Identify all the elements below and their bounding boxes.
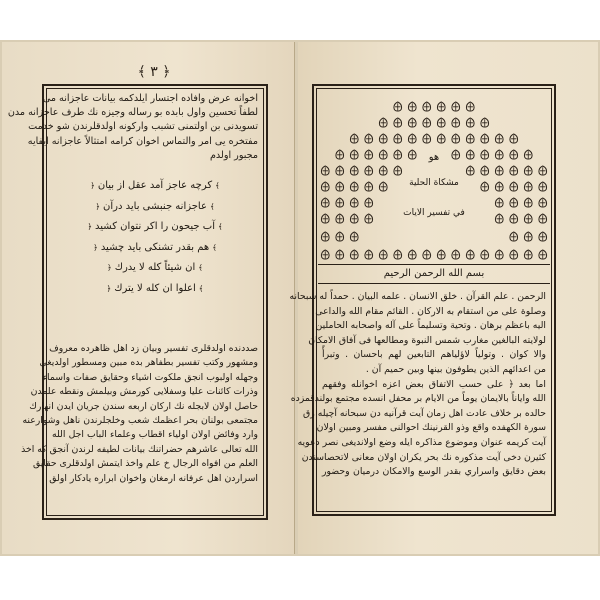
top-margin: [0, 0, 600, 40]
text-line: اما بعد ﴿ على حسب الاتفاق بعض اعزه اخوانله وفقهم: [322, 378, 546, 390]
text-line: سورة الكهفده واقع وذو القرنينك احوالنى مفسر ومبين اولان: [316, 422, 546, 434]
right-prose: [289, 290, 546, 480]
text-line: الرحمن . علم القرآن . خلق الانسان . علمه البيان . حمداً له سبحانه: [289, 291, 546, 302]
headpiece-line-3: في تفسير الايات: [403, 208, 465, 218]
text-line: من اعدائهم الذين يطوفون بينها وبين حميم آن .: [365, 363, 546, 375]
verse-text: كرچه عاجز آمد عقل از بيان: [97, 180, 213, 191]
text-line: حالده بر خلاف عادت اهل زمان آيت قرآنيه دن سبحانه آچيله رق: [303, 407, 546, 419]
bottom-margin: [0, 556, 600, 600]
text-line: اسراردن اهل عرفانه ارمغان واخوان ابراره يادكار اولق: [49, 472, 258, 484]
text-line: لطفاً تحسين واول بابده بو رساله وجيزه نك طرف عاجزانه مدن: [7, 107, 258, 119]
headpiece-line-1: هو: [428, 152, 440, 163]
text-line: وارد وفائض اولان اولياء اقطاب وعلماء الباب اجل الله: [52, 429, 258, 441]
text-line: حاصل اولان لابجله نك اركان اربعه سندن جريان ايدن انهارك: [29, 400, 258, 412]
verse-line: ﴾عاجزانه جنبشى بايد درآن﴿: [95, 200, 215, 212]
text-line: مجتمعى بولنان بحر اعظمك شعب وخلجلرندن ناهل وشوارعنه: [22, 415, 258, 427]
text-line: الله واياناً بالايمان يوماً من الايام بر محفل انسده مجتمع بولندقمزده: [290, 393, 546, 405]
verse-text: آب جيحون را اكر نتوان كشيد: [95, 221, 215, 233]
open-book: [0, 40, 600, 556]
left-page: [2, 42, 295, 554]
basmala: بسم الله الرحمن الرحيم: [383, 268, 485, 279]
text-line: بعض دقايق واسراري بقدر الوسع والامكان درميان وحضور: [322, 466, 546, 478]
text-line: العلم من افواه الرجال خ علم واخذ ايتمش اولدقلرى حقايق: [32, 458, 258, 470]
verse-line: ﴾آب جيحون را اكر نتوان كشيد﴿: [87, 221, 223, 233]
text-line: والا كوان . وتولياً لاؤلياهم التابعين لهم باحسان . وتبرأً: [322, 349, 546, 361]
left-prose-bottom: [21, 342, 258, 486]
text-line: آيت كريمه عنوان وموضوع مذاكره ايله وضع اولانديغى نصر دعويه: [297, 436, 546, 448]
text-line: تسويدنى بن اولتمنى تشبب واركونه اولدقلرندن شو خدمت: [28, 121, 258, 133]
text-line: مجبور اولدم: [209, 149, 258, 161]
verse-line: ﴾اعلوا ان كله لا يترك﴿: [106, 282, 204, 294]
text-line: لولايته البالغين مغارب شمس النبوة ومطالعها فى آفاق الامكان: [308, 334, 546, 346]
verse-text: هم بقدر تشنكى بايد چشيد: [100, 241, 210, 253]
verse-line: ﴾ان شيئاً كله لا يدرك﴿: [107, 262, 203, 274]
text-line: اخوانه عرض وافاده اجتسار ايلدكمه بيانات عاجزانه مى: [42, 93, 258, 104]
text-line: وصلوة على من استقام به الاركان . القائم مقام الله والداعى: [315, 305, 546, 317]
verse-text: ان شيئاً كله لا يدرك: [114, 262, 196, 274]
verse-text: اعلوا ان كله لا يترك: [114, 282, 196, 294]
left-prose-top: [7, 92, 258, 163]
text-line: كثيرن دخى آيت مذكوره نك بحر يكران اولان معانى لاتحصاسندن: [301, 451, 546, 463]
page-number: ﴿ ٣ ﴾: [137, 64, 171, 80]
headpiece-line-2: مشكاة الحلية: [409, 178, 459, 188]
text-line: صددنده اولدقلرى تفسير وبيان زد اهل ظاهرده معروف: [49, 343, 258, 354]
text-line: وجهله اولبوب انجق ملكوت اشياء وحقايق صفات واسماء: [42, 371, 258, 383]
verse-text: عاجزانه جنبشى بايد درآن: [103, 200, 207, 212]
verse-list: [62, 176, 248, 300]
basmala-box: [318, 264, 550, 284]
text-line: اليه باعظم برهان . وتحية وتسليماً على آله واصحابه الحاملين: [315, 320, 546, 332]
text-line: وذرات كائنات عليا وسفلايى كورمش وبيلمش ونقطه علمدن: [30, 386, 258, 398]
right-page: [289, 42, 598, 554]
ornamental-headpiece: [318, 92, 550, 264]
text-line: مفتخره يى امر والتماس اخوان كرامه امتثالاً عاجزانه ايفايه: [27, 135, 258, 147]
text-line: ومشهور وكتب تفسير بطفاهر بده مبين ومسطور اولديغى: [39, 357, 258, 369]
text-line: الله تعالى عاشرهم حضراتنك بيانات لطيفه لرندن آنجق كه اخذ: [21, 443, 258, 455]
verse-line: ﴾هم بقدر تشنكى بايد چشيد﴿: [93, 241, 217, 253]
verse-line: ﴾كرچه عاجز آمد عقل از بيان﴿: [90, 180, 220, 191]
